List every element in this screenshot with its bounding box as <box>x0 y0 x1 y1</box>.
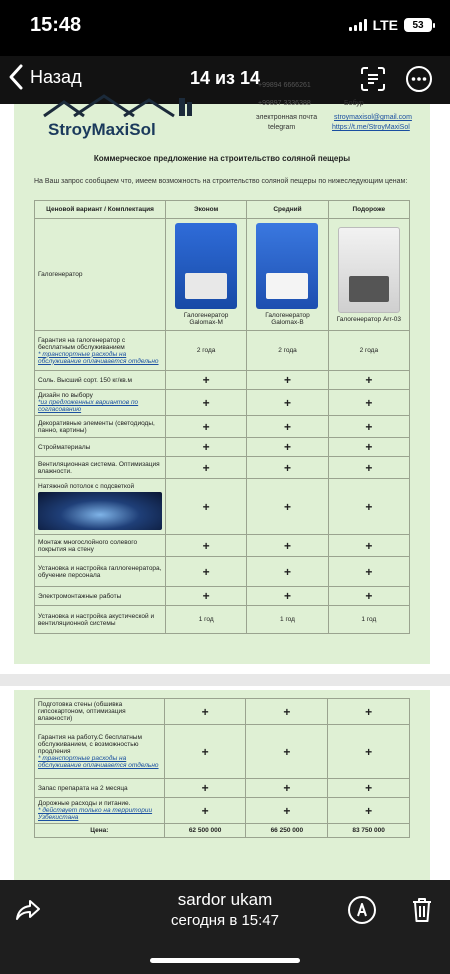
row-label-text: Монтаж многослойного солевого покрытия на стену <box>38 538 138 553</box>
ceiling-image <box>38 492 162 530</box>
markup-button[interactable] <box>346 894 378 926</box>
generator-image <box>338 227 400 313</box>
table-row <box>35 699 410 725</box>
table-header-row <box>35 201 410 219</box>
row-label-text: Электромонтажные работы <box>38 592 122 600</box>
row-value: + <box>247 371 328 390</box>
row-note: * действует только на территории Узбекистана <box>38 807 153 821</box>
generator-medium <box>247 219 328 331</box>
generator-economy <box>166 219 247 331</box>
row-label <box>35 535 166 557</box>
page-counter: 14 из 14 <box>189 68 261 88</box>
row-value: 1 год <box>166 606 247 634</box>
row-value: + <box>247 587 328 606</box>
back-label: Назад <box>30 66 82 87</box>
generator-row <box>35 219 410 331</box>
row-value: 2 года <box>328 331 409 371</box>
back-button[interactable] <box>8 64 82 90</box>
row-label-text: Запас препарата на 2 месяца <box>38 784 128 792</box>
row-value: + <box>328 479 409 535</box>
contact-person: Бобур <box>344 100 364 107</box>
row-value: 1 год <box>247 606 328 634</box>
page-separator <box>0 674 450 686</box>
row-value: + <box>247 416 328 438</box>
row-label-text: Вентиляционная система. Оптимизация влажности. <box>38 460 160 475</box>
signal-icon <box>349 19 367 31</box>
price-premium: 83 750 000 <box>328 824 410 838</box>
generator-premium <box>328 219 409 331</box>
row-value: + <box>328 535 409 557</box>
row-value: 2 года <box>247 331 328 371</box>
row-value: + <box>246 725 328 779</box>
battery-icon <box>404 18 432 32</box>
table-row <box>35 457 410 479</box>
sent-time: сегодня в 15:47 <box>171 912 279 929</box>
row-value: + <box>166 557 247 587</box>
row-label-text: Гарантия на работу.С бесплатным обслуживанием, с возможностью продления <box>38 734 142 755</box>
row-value: + <box>328 371 409 390</box>
sender-name: sardor ukam <box>177 890 273 909</box>
header-medium: Средний <box>247 201 328 219</box>
row-label <box>35 390 166 416</box>
row-value: + <box>328 798 410 824</box>
row-value: + <box>328 725 410 779</box>
row-note: * транспортные расходы на обслуживание оплачивается отдельно <box>38 755 159 769</box>
table-row <box>35 416 410 438</box>
network-label: LTE <box>372 17 398 33</box>
row-label-text: Дизайн по выбору <box>38 392 93 399</box>
table-row <box>35 535 410 557</box>
table-row <box>35 606 410 634</box>
logo-text: StroyMaxiSol <box>48 120 156 139</box>
status-icons <box>349 17 432 33</box>
row-value: + <box>328 438 409 457</box>
row-value: + <box>166 535 247 557</box>
more-button[interactable] <box>404 64 434 94</box>
battery-level: 53 <box>412 19 424 31</box>
company-logo <box>34 94 204 146</box>
row-value: + <box>246 779 328 798</box>
generator-name: Галогенератор Galomax-B <box>265 312 310 326</box>
table-row <box>35 587 410 606</box>
row-value: 2 года <box>166 331 247 371</box>
row-value: + <box>328 416 409 438</box>
chevron-left-icon <box>8 64 24 90</box>
row-value: + <box>247 557 328 587</box>
generator-label: Галогенератор <box>35 219 166 331</box>
row-value: + <box>328 779 410 798</box>
table-body <box>35 331 410 634</box>
table-row <box>35 479 410 535</box>
offer-intro: На Ваш запрос сообщаем что, имеем возможность на строительство соляной пещеры по нижеследующим ценам: <box>34 178 408 185</box>
row-value: + <box>166 371 247 390</box>
row-value: + <box>328 390 409 416</box>
status-time: 15:48 <box>30 14 82 36</box>
table-row <box>35 438 410 457</box>
row-value: + <box>166 438 247 457</box>
trash-icon <box>410 896 434 924</box>
price-medium: 66 250 000 <box>246 824 328 838</box>
row-value: + <box>166 587 247 606</box>
price-label: Цена: <box>35 824 165 838</box>
more-icon <box>405 65 433 93</box>
document-page-1 <box>14 82 430 664</box>
row-value: + <box>166 416 247 438</box>
offer-table-continued <box>34 698 410 838</box>
table-row <box>35 371 410 390</box>
row-label <box>35 699 165 725</box>
row-label-text: Установка и настройка акустической и вентиляционной системы <box>38 612 155 627</box>
row-label <box>35 457 166 479</box>
offer-table <box>34 200 410 634</box>
row-value: + <box>164 699 246 725</box>
delete-button[interactable] <box>406 894 438 926</box>
home-indicator <box>150 958 300 963</box>
row-value: + <box>328 699 410 725</box>
row-label-text: Натяжной потолок с подсветкой <box>38 483 135 490</box>
generator-name: Галогенератор Galomax-M <box>183 312 229 326</box>
row-label <box>35 606 166 634</box>
table-body <box>35 699 410 824</box>
row-value: 1 год <box>328 606 409 634</box>
row-value: + <box>166 390 247 416</box>
row-value: + <box>328 557 409 587</box>
row-value: + <box>328 587 409 606</box>
email-label: электронная почта <box>256 114 318 121</box>
document-page-2 <box>14 690 430 880</box>
row-value: + <box>247 438 328 457</box>
row-label <box>35 479 166 535</box>
row-value: + <box>166 479 247 535</box>
row-label <box>35 331 166 371</box>
generator-image <box>256 223 318 309</box>
table-row <box>35 798 410 824</box>
email-link[interactable]: stroymaxisol@gmail.com <box>334 114 412 121</box>
row-label <box>35 587 166 606</box>
houses-logo-icon <box>34 94 204 118</box>
row-label-text: Установка и настройка галлогенератора, обучение персонала <box>38 564 162 579</box>
table-row <box>35 390 410 416</box>
table-row <box>35 725 410 779</box>
row-label <box>35 438 166 457</box>
row-note: * транспортные расходы на обслуживание оплачивается отдельно <box>38 350 159 365</box>
bottom-bar <box>0 880 450 974</box>
price-row <box>35 824 410 838</box>
row-label-text: Гарантия на галогенератор с бесплатным обслуживанием <box>38 336 126 351</box>
header-premium: Подороже <box>328 201 409 219</box>
row-label <box>35 371 166 390</box>
generator-image <box>175 223 237 309</box>
row-label-text: Соль. Высший сорт. 150 кг/кв.м <box>38 376 133 384</box>
row-value: + <box>246 798 328 824</box>
header-economy: Эконом <box>166 201 247 219</box>
text-recognition-button[interactable] <box>358 64 388 94</box>
phone-1: +99894 6666261 <box>258 82 311 89</box>
offer-title: Коммерческое предложение на строительство соляной пещеры <box>93 154 351 163</box>
document-viewer[interactable] <box>0 82 450 880</box>
row-label-text: Стройматериалы <box>38 443 91 451</box>
row-value: + <box>166 457 247 479</box>
phone-2: +99897 3336388 <box>258 100 311 107</box>
price-economy: 62 500 000 <box>164 824 246 838</box>
row-value: + <box>246 699 328 725</box>
table-row <box>35 779 410 798</box>
row-label <box>35 779 165 798</box>
status-bar <box>0 0 450 56</box>
row-value: + <box>247 479 328 535</box>
generator-name: Галогенератор Arr-03 <box>336 315 402 323</box>
row-label <box>35 416 166 438</box>
row-label <box>35 557 166 587</box>
markup-pen-icon <box>347 895 377 925</box>
row-value: + <box>164 798 246 824</box>
telegram-link[interactable]: https://t.me/StroyMaxiSol <box>332 124 410 131</box>
row-label <box>35 725 165 779</box>
row-label-text: Декоративные элементы (светодиоды, панно, картины) <box>38 419 155 434</box>
row-value: + <box>328 457 409 479</box>
row-value: + <box>247 457 328 479</box>
row-value: + <box>247 535 328 557</box>
row-label-text: Подготовка стены (обшивка гипсокартоном, оптимизация влажности) <box>38 701 126 722</box>
row-note: *из предложенных вариантов по согласованию <box>38 399 139 413</box>
header-variant: Ценовой вариант / Комплектация <box>35 201 166 219</box>
row-label <box>35 798 165 824</box>
row-value: + <box>164 779 246 798</box>
table-row <box>35 557 410 587</box>
telegram-label: telegram <box>268 124 296 131</box>
row-label-text: Дорожные расходы и питание. <box>38 800 131 807</box>
row-value: + <box>164 725 246 779</box>
live-text-icon <box>360 66 386 92</box>
row-value: + <box>247 390 328 416</box>
table-row <box>35 331 410 371</box>
